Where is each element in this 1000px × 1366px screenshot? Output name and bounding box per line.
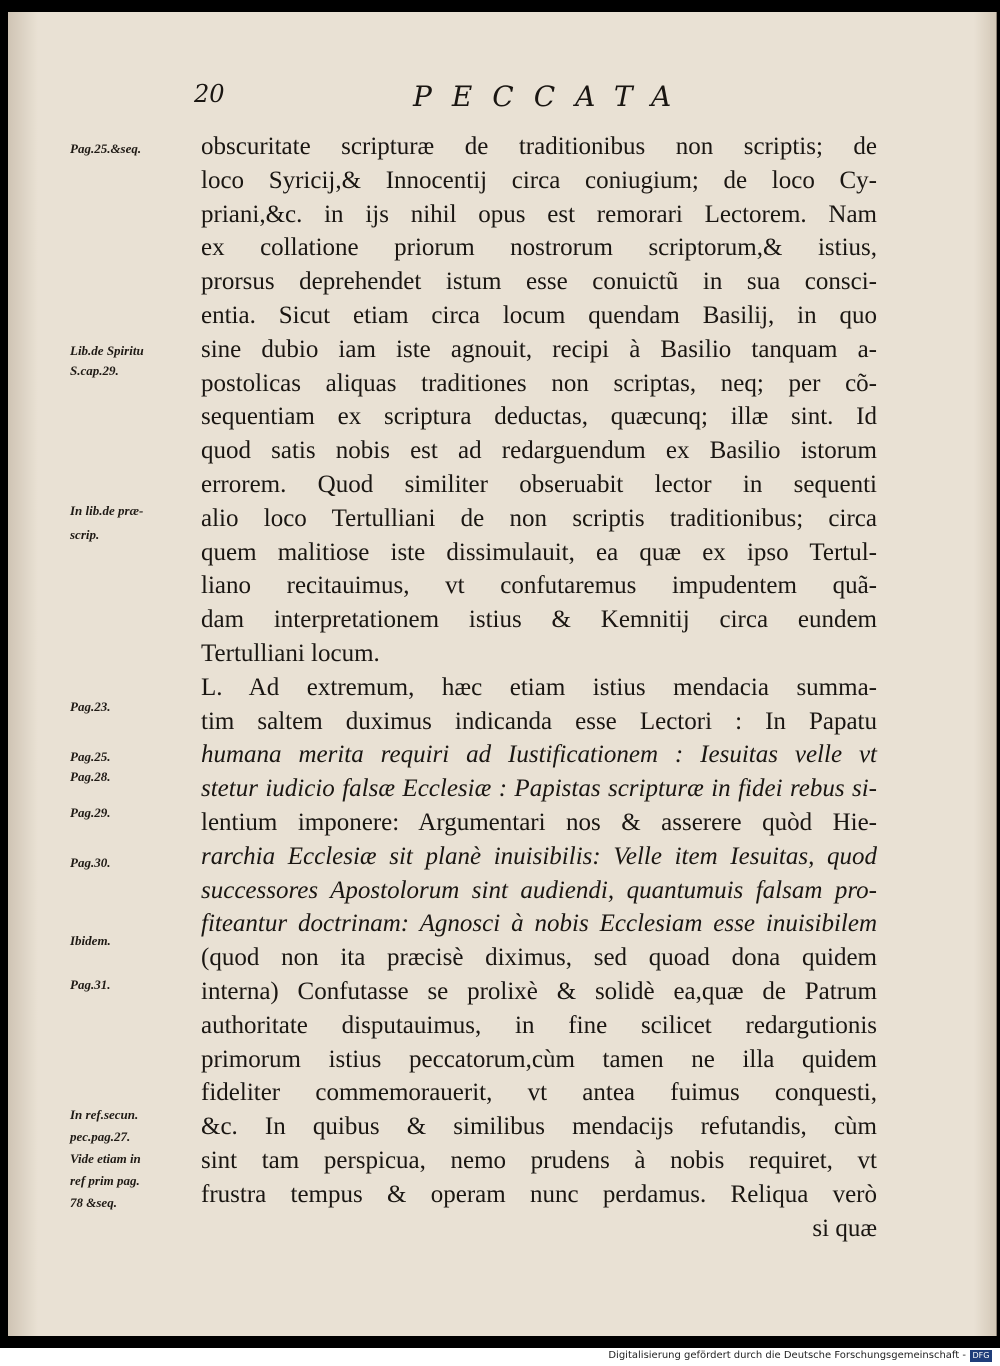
margin-note: Ibidem.: [70, 933, 111, 948]
margin-note: S.cap.29.: [70, 363, 119, 378]
body-line: priani,&c. in ijs nihil opus est remorari Lectorem. Nam: [201, 200, 877, 228]
body-line: sequentiam ex scriptura deductas, quæcunq; illæ sint. Id: [201, 403, 877, 431]
margin-note: Lib.de Spiritu: [70, 343, 144, 358]
body-line: postolicas aliquas traditiones non scriptas, neq; per cõ-: [201, 369, 877, 397]
body-line: sint tam perspicua, nemo prudens à nobis requiret, vt: [201, 1146, 877, 1174]
margin-note: 78 &seq.: [70, 1195, 117, 1210]
body-line: obscuritate scripturæ de traditionibus non scriptis; de: [201, 133, 877, 160]
body-line: primorum istius peccatorum,cùm tamen ne illa quidem: [201, 1045, 877, 1073]
margin-note: scrip.: [70, 527, 100, 542]
body-line: successores Apostolorum sint audiendi, quantumuis falsam pro-: [201, 876, 877, 904]
body-line: Tertulliani locum.: [201, 639, 380, 667]
running-title: PECCATA: [413, 80, 692, 113]
digitization-credit: Digitalisierung gefördert durch die Deutsche Forschungsgemeinschaft -: [608, 1350, 966, 1361]
margin-note: Vide etiam in: [70, 1151, 141, 1166]
body-line: loco Syricij,& Innocentij circa coniugium; de loco Cy-: [201, 166, 877, 194]
body-text: [201, 130, 877, 1245]
body-line: interna) Confutasse se prolixè & solidè ea,quæ de Patrum: [201, 977, 877, 1005]
body-line: &c. In quibus & similibus mendacijs refutandis, cùm: [201, 1113, 877, 1141]
body-line: rarchia Ecclesiæ sit planè inuisibilis: Velle item Iesuitas, quod: [201, 842, 877, 870]
body-line: dam interpretationem istius & Kemnitij circa eundem: [201, 606, 877, 634]
body-line: prorsus deprehendet istum esse conuictũ in sua consci-: [201, 268, 877, 296]
body-line: frustra tempus & operam nunc perdamus. Reliqua verò: [201, 1180, 877, 1208]
margin-note: In ref.secun.: [70, 1107, 139, 1122]
body-line: stetur iudicio falsæ Ecclesiæ : Papistas scripturæ in fidei rebus si-: [201, 775, 877, 803]
margin-note: Pag.29.: [70, 805, 111, 820]
body-line: humana merita requiri ad Iustificationem : Iesuitas velle vt: [201, 741, 877, 769]
margin-note: Pag.23.: [70, 699, 111, 714]
margin-note: Pag.31.: [70, 977, 111, 992]
page-number: 20: [194, 80, 225, 108]
body-line: fideliter commemorauerit, vt antea fuimus conquesti,: [201, 1079, 877, 1107]
body-line: ex collatione priorum nostrorum scriptorum,& istius,: [201, 234, 877, 262]
body-line: quem malitiose iste dissimulauit, ea quæ ex ipso Tertul-: [201, 538, 877, 566]
margin-note: pec.pag.27.: [70, 1129, 131, 1144]
dfg-logo: DFG: [970, 1350, 992, 1362]
body-line: entia. Sicut etiam circa locum quendam Basilij, in quo: [201, 301, 877, 329]
margin-note: Pag.30.: [70, 855, 111, 870]
body-line: lentium imponere: Argumentari nos & asserere quòd Hie-: [201, 808, 877, 836]
body-line: quod satis nobis est ad redarguendum ex Basilio istorum: [201, 437, 877, 465]
margin-note: Pag.25.&seq.: [70, 141, 142, 156]
body-line: liano recitauimus, vt confutaremus impudentem quã-: [201, 572, 877, 600]
page-header: [8, 80, 996, 120]
body-line: (quod non ita præcisè diximus, sed quoad dona quidem: [201, 944, 877, 972]
catchword: si quæ: [812, 1214, 877, 1242]
body-line: L. Ad extremum, hæc etiam istius mendacia summa-: [201, 673, 877, 701]
margin-note: Pag.25.: [70, 749, 111, 764]
margin-note: ref prim pag.: [70, 1173, 140, 1188]
body-line: tim saltem duximus indicanda esse Lectori : In Papatu: [201, 707, 877, 735]
book-page: [8, 12, 997, 1336]
body-line: alio loco Tertulliani de non scriptis traditionibus; circa: [201, 504, 877, 532]
body-line: errorem. Quod similiter obseruabit lector in sequenti: [201, 470, 877, 498]
body-line: sine dubio iam iste agnouit, recipi à Basilio tanquam a-: [201, 335, 877, 363]
margin-note: Pag.28.: [70, 769, 111, 784]
body-line: fiteantur doctrinam: Agnosci à nobis Ecclesiam esse inuisibilem: [201, 910, 877, 938]
body-line: authoritate disputauimus, in fine scilicet redargutionis: [201, 1011, 877, 1039]
margin-note: In lib.de præ-: [70, 503, 144, 518]
